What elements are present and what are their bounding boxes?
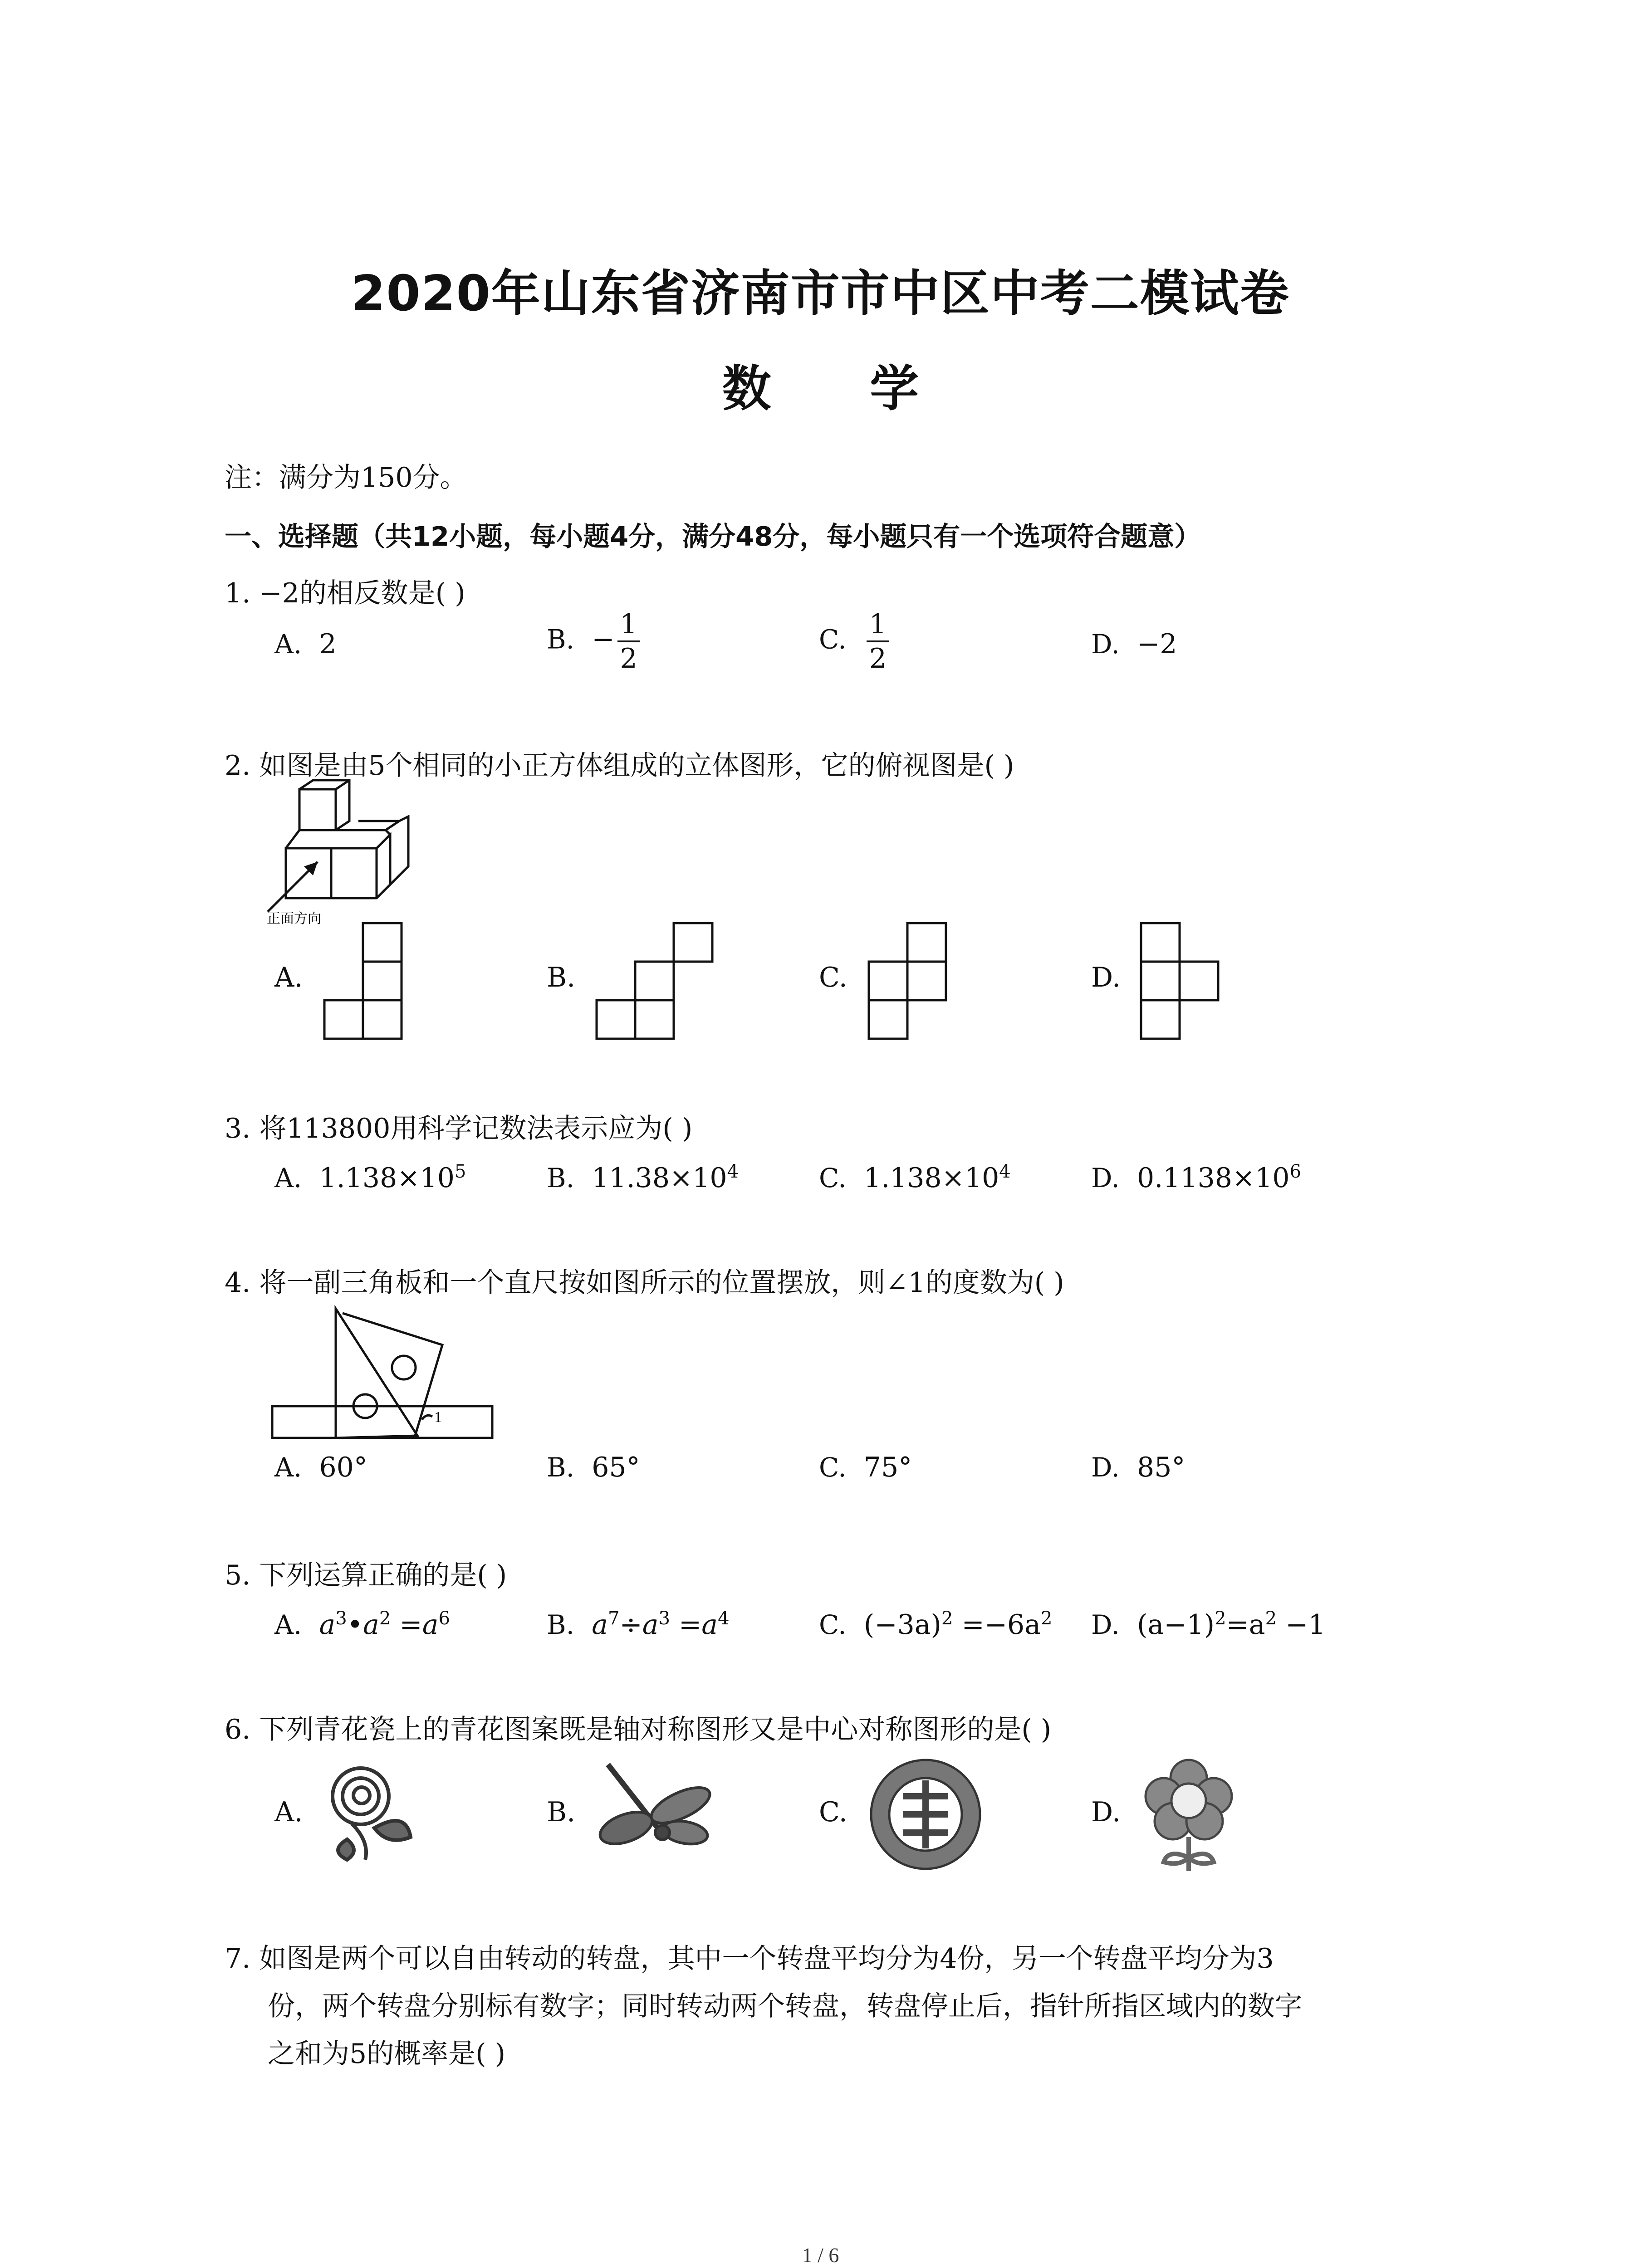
score-note: 注：满分为150分。 — [225, 462, 467, 494]
q6-option-d-label: D. — [1091, 1796, 1121, 1828]
question-7-line-3: 之和为5的概率是( ) — [268, 2038, 506, 2070]
q5-option-b: B. $a^7\div a^3 =a^4$ — [547, 1608, 730, 1641]
cube-figure — [254, 780, 463, 930]
flower-pattern-icon — [1136, 1753, 1241, 1876]
question-5: 5. 下列运算正确的是( ) — [225, 1559, 507, 1591]
q3-option-d: D. $0.1138\times 10^6$ — [1091, 1161, 1302, 1194]
triangle-ruler-figure — [270, 1304, 497, 1440]
q4-option-d: D. 85° — [1091, 1452, 1185, 1483]
q2-option-a-figure — [322, 923, 404, 1046]
q2-option-b-label: B. — [547, 962, 576, 993]
q6-option-c-label: C. — [819, 1796, 847, 1828]
page-title: 2020年山东省济南市市中区中考二模试卷 — [351, 265, 1290, 322]
q2-option-c-label: C. — [819, 962, 847, 993]
q6-option-a-label: A. — [274, 1796, 303, 1828]
auspicious-knot-pattern-icon — [864, 1753, 987, 1876]
q2-option-c-figure — [867, 923, 948, 1046]
rose-pattern-icon — [320, 1760, 424, 1864]
q1-option-c: C. $\frac{1}{2}$ — [819, 608, 889, 675]
question-7-line-1: 7. 如图是两个可以自由转动的转盘，其中一个转盘平均分为4份，另一个转盘平均分为3 — [225, 1943, 1274, 1975]
q2-option-a-label: A. — [274, 962, 303, 993]
q1-option-a: A. 2 — [274, 628, 337, 660]
q5-option-c: C. $(-3a)^2 =-6a^2$ — [819, 1608, 1053, 1641]
question-4: 4. 将一副三角板和一个直尺按如图所示的位置摆放，则∠1的度数为( ) — [225, 1267, 1064, 1299]
question-3: 3. 将113800用科学记数法表示应为( ) — [225, 1113, 693, 1144]
q2-option-d-label: D. — [1091, 962, 1121, 993]
q4-option-a: A. 60° — [274, 1452, 367, 1483]
section-heading: 一、选择题（共12小题，每小题4分，满分48分，每小题只有一个选项符合题意） — [225, 521, 1201, 552]
q1-option-d: D. −2 — [1091, 628, 1177, 660]
q4-option-b: B. 65° — [547, 1452, 640, 1483]
q3-option-c: C. $1.138\times 10^4$ — [819, 1161, 1011, 1194]
front-direction-label: 正面方向 — [267, 911, 321, 927]
question-1: 1. −2的相反数是( ) — [225, 577, 465, 609]
question-7-line-2: 份，两个转盘分别标有数字；同时转动两个转盘，转盘停止后，指针所指区域内的数字 — [268, 1990, 1302, 2022]
q3-option-a: A. $1.138\times 10^5$ — [274, 1161, 466, 1194]
question-2: 2. 如图是由5个相同的小正方体组成的立体图形，它的俯视图是( ) — [225, 750, 1014, 782]
q2-option-d-figure — [1139, 923, 1220, 1046]
angle-1-label: 1 — [434, 1409, 442, 1426]
subject-title: 数 学 — [722, 361, 960, 417]
q2-option-b-figure — [594, 923, 717, 1046]
q5-option-d: D. $(a-1)^2=a^2 -1$ — [1091, 1608, 1326, 1641]
question-6: 6. 下列青花瓷上的青花图案既是轴对称图形又是中心对称图形的是( ) — [225, 1714, 1052, 1745]
dragonfly-pattern-icon — [590, 1755, 712, 1869]
q1-option-b: B. − $\frac{1}{2}$ — [547, 608, 640, 675]
q3-option-b: B. $11.38\times 10^4$ — [547, 1161, 739, 1194]
q5-option-a: A. $a^3•a^2 =a^6$ — [274, 1608, 450, 1641]
q4-option-c: C. 75° — [819, 1452, 912, 1483]
page-number: 1 / 6 — [802, 2244, 839, 2267]
q6-option-b-label: B. — [547, 1796, 576, 1828]
